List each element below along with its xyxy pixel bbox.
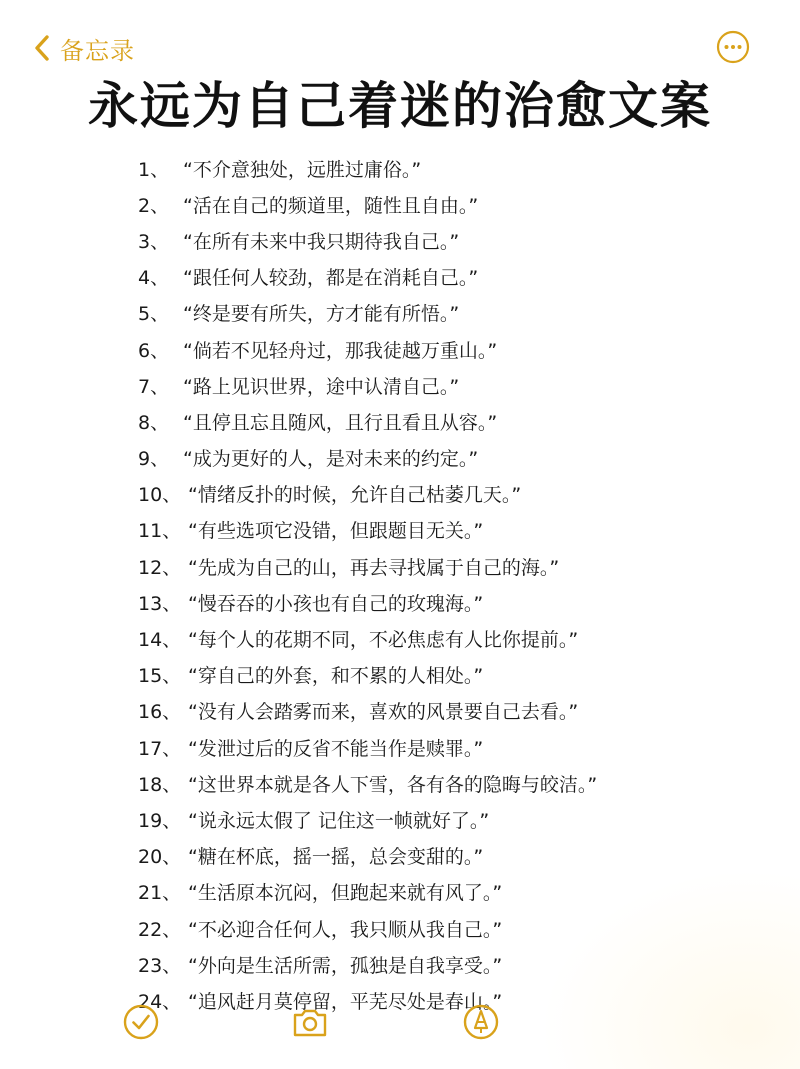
list-item [0,838,800,874]
item-number: 10、 [138,484,182,507]
list-item [0,440,800,476]
item-text: “跟任何人较劲，都是在消耗自己。” [183,267,479,290]
list-item [0,259,800,295]
item-number: 23、 [138,954,182,977]
item-text: “路上见识世界，途中认清自己。” [183,375,460,398]
checklist-button[interactable] [121,1002,161,1042]
item-number: 21、 [138,882,182,905]
item-number: 3、 [138,230,170,253]
list-item [0,476,800,512]
item-text: “不介意独处，远胜过庸俗。” [183,158,422,181]
back-button[interactable] [32,30,135,66]
item-number: 8、 [138,411,170,434]
item-text: “每个人的花期不同，不必焦虑有人比你提前。” [188,629,579,652]
back-button-label: 备忘录 [60,36,135,65]
item-number: 1、 [138,158,170,181]
item-number: 9、 [138,448,170,471]
list-item [0,620,800,656]
item-number: 14、 [138,629,182,652]
item-text: “发泄过后的反省不能当作是赎罪。” [188,737,484,760]
more-icon [716,30,750,64]
list-item [0,765,800,801]
item-text: “情绪反扑的时候，允许自己枯萎几天。” [188,484,522,507]
list-item [0,946,800,982]
item-text: “这世界本就是各人下雪，各有各的隐晦与皎洁。” [188,773,598,796]
item-number: 11、 [138,520,182,543]
item-number: 6、 [138,339,170,362]
list-item [0,295,800,331]
item-text: “慢吞吞的小孩也有自己的玫瑰海。” [188,592,484,615]
item-text: “在所有未来中我只期待我自己。” [183,230,460,253]
bottom-toolbar [0,1002,800,1052]
item-number: 4、 [138,267,170,290]
list-item [0,874,800,910]
item-text: “活在自己的频道里，随性且自由。” [183,194,479,217]
list-item [0,548,800,584]
item-number: 18、 [138,773,182,796]
item-text: “有些选项它没错，但跟题目无关。” [188,520,484,543]
more-options-button[interactable] [716,30,750,64]
list-item [0,512,800,548]
item-text: “且停且忘且随风，且行且看且从容。” [183,411,498,434]
item-number: 12、 [138,556,182,579]
item-number: 13、 [138,592,182,615]
item-number: 20、 [138,846,182,869]
list-item [0,657,800,693]
item-text: “生活原本沉闷，但跑起来就有风了。” [188,882,503,905]
item-number: 2、 [138,194,170,217]
camera-button[interactable] [290,1002,330,1042]
quote-list [0,150,800,1019]
list-item [0,910,800,946]
markup-button[interactable] [461,1002,501,1042]
item-text: “没有人会踏雾而来，喜欢的风景要自己去看。” [188,701,579,724]
pen-icon [461,1002,501,1042]
page-title: 永远为自己着迷的治愈文案 [88,77,712,135]
item-text: “倘若不见轻舟过，那我徒越万重山。” [183,339,498,362]
item-number: 19、 [138,809,182,832]
item-text: “外向是生活所需，孤独是自我享受。” [188,954,503,977]
list-item [0,403,800,439]
checkmark-icon [121,1002,161,1042]
item-number: 5、 [138,303,170,326]
item-number: 15、 [138,665,182,688]
list-item [0,367,800,403]
item-text: “不必迎合任何人，我只顺从我自己。” [188,918,503,941]
item-text: “终是要有所失，方才能有所悟。” [183,303,460,326]
item-text: “穿自己的外套，和不累的人相处。” [188,665,484,688]
list-item [0,186,800,222]
item-text: “先成为自己的山，再去寻找属于自己的海。” [188,556,560,579]
item-text: “糖在杯底，摇一摇，总会变甜的。” [188,846,484,869]
item-number: 22、 [138,918,182,941]
list-item [0,693,800,729]
item-number: 16、 [138,701,182,724]
list-item [0,331,800,367]
item-number: 24、 [138,990,182,1013]
chevron-left-icon [32,34,52,62]
list-item [0,222,800,258]
item-number: 17、 [138,737,182,760]
item-number: 7、 [138,375,170,398]
camera-icon [290,1002,330,1042]
list-item [0,150,800,186]
item-text: “追风赶月莫停留，平芜尽处是春山。” [188,990,503,1013]
list-item [0,584,800,620]
list-item [0,801,800,837]
item-text: “说永远太假了 记住这一帧就好了。” [188,809,490,832]
item-text: “成为更好的人，是对未来的约定。” [183,448,479,471]
list-item [0,729,800,765]
